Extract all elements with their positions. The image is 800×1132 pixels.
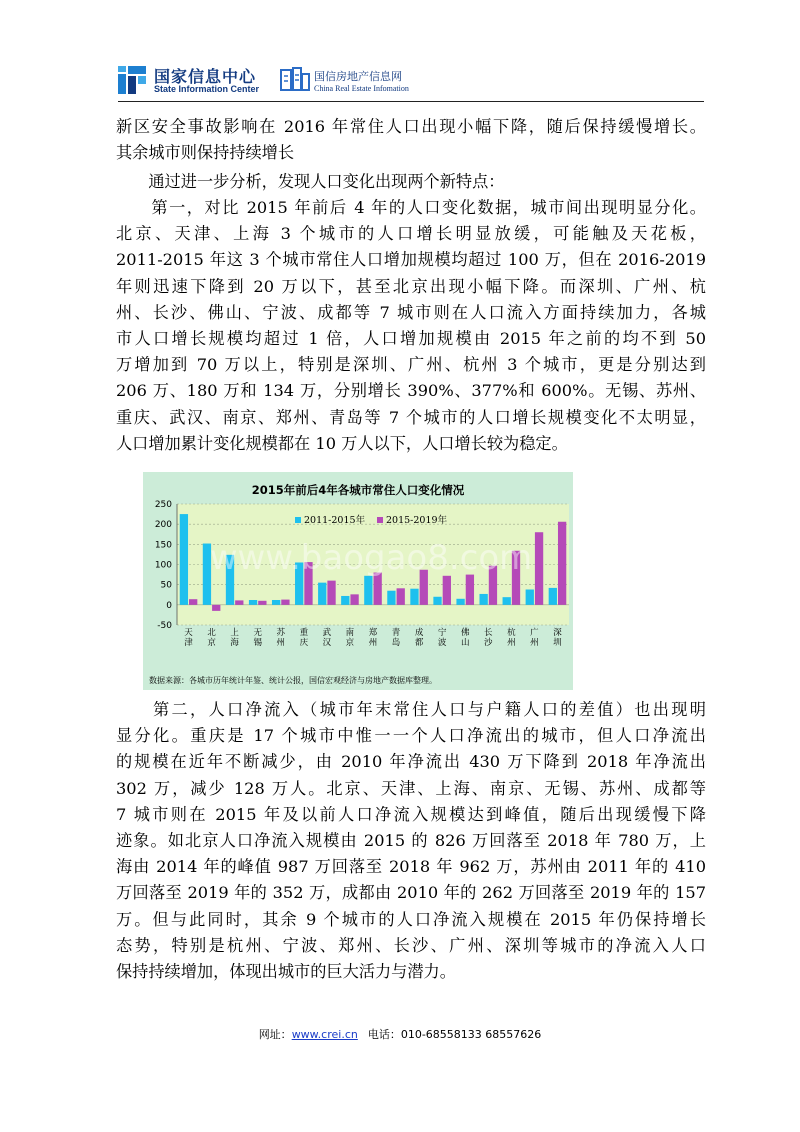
org2-name-en: China Real Estate Infomation (314, 84, 409, 93)
text-line: 的规模在近年不断减少，由 2010 年净流出 430 万下降到 2018 年净流出 (116, 752, 706, 772)
bar (410, 589, 418, 605)
x-tick-label: 重庆 (299, 628, 309, 648)
china-real-estate-logo (280, 66, 310, 94)
y-tick-label: 50 (160, 580, 172, 591)
paragraph-1 (116, 114, 706, 166)
bar (258, 601, 266, 605)
x-tick-label: 苏州 (276, 628, 286, 648)
chart-source-note: 数据来源：各城市历年统计年鉴、统计公报，国信宏观经济与房地产数据库整理。 (149, 676, 437, 685)
text-line: 第二，人口净流入（城市年末常住人口与户籍人口的差值）也出现明 (116, 700, 706, 719)
text-line: 州、长沙、佛山、宁波、成都等 7 城市则在人口流入方面持续加力，各城 (116, 302, 706, 322)
bar (327, 581, 335, 605)
text-line: 保持持续增加，体现出城市的巨大活力与潜力。 (116, 962, 456, 982)
x-tick-label: 深圳 (553, 628, 562, 648)
bar (235, 600, 243, 604)
text-line: 万增加到 70 万以上，特别是深圳、广州、杭州 3 个城市，更是分别达到 (116, 355, 706, 375)
x-tick-label: 佛山 (460, 628, 470, 648)
y-tick-label: 150 (154, 540, 172, 551)
org1-name-en: State Information Center (154, 84, 260, 94)
org1-name-cn: 国家信息中心 (154, 67, 257, 86)
bar (387, 591, 395, 605)
bar (180, 514, 188, 605)
x-tick-label: 南京 (345, 628, 355, 648)
watermark: www.baogao8.com (209, 538, 533, 578)
bar (272, 600, 280, 605)
text-line: 海由 2014 年的峰值 987 万回落至 2018 年 962 万，苏州由 2011 年的 410 (116, 857, 706, 877)
header-rule (118, 101, 704, 102)
legend-label: 2011-2015年 (304, 515, 366, 526)
text-line: 态势，特别是杭州、宁波、郑州、长沙、广州、深圳等城市的净流入人口 (116, 935, 706, 955)
org2-name-cn: 国信房地产信息网 (314, 70, 402, 83)
text-line: 通过进一步分析，发现人口变化出现两个新特点： (116, 172, 505, 191)
bar (212, 605, 220, 611)
bar (189, 599, 197, 605)
footer-phone: 电话：010-68558133 68557626 (367, 1028, 542, 1041)
bar (341, 596, 349, 605)
text-line: 新区安全事故影响在 2016 年常住人口出现小幅下降，随后保持缓慢增长。 (116, 117, 706, 136)
page-footer (0, 1026, 800, 1042)
bar (503, 597, 511, 605)
state-information-center-logo (118, 66, 146, 94)
bar (249, 600, 257, 605)
text-line: 第一，对比 2015 年前后 4 年的人口变化数据，城市间出现明显分化。 (116, 198, 706, 217)
paragraph-4 (116, 697, 706, 985)
paragraph-3 (116, 195, 706, 457)
x-tick-label: 宁波 (437, 628, 447, 648)
bar (549, 588, 557, 605)
text-line: 市人口增长规模均超过 1 倍，人口增加规模由 2015 年之前的均不到 50 (116, 329, 706, 349)
y-tick-label: -50 (157, 621, 172, 631)
bar (350, 594, 358, 604)
y-tick-label: 250 (154, 500, 172, 510)
y-tick-label: 0 (166, 600, 172, 611)
bar (364, 576, 372, 605)
text-line: 显分化。重庆是 17 个城市中惟一一个人口净流出的城市，但人口净流出 (116, 726, 706, 746)
population-change-chart (143, 472, 573, 690)
bar (318, 583, 326, 605)
text-line: 人口增加累计变化规模都在 10 万人以下，人口增长较为稳定。 (116, 433, 568, 453)
text-line: 年则迅速下降到 20 万以下，甚至北京出现小幅下降。而深圳、广州、杭 (116, 276, 706, 296)
legend-label: 2015-2019年 (386, 515, 448, 526)
y-tick-label: 100 (154, 560, 172, 571)
text-line: 2011-2015 年这 3 个城市常住人口增加规模均超过 100 万，但在 2016-2019 (116, 250, 706, 270)
bar (479, 594, 487, 605)
text-line: 重庆、武汉、南京、郑州、青岛等 7 个城市的人口增长规模变化不太明显， (116, 407, 706, 427)
x-tick-label: 北京 (207, 628, 216, 648)
bar (456, 599, 464, 605)
text-line: 302 万，减少 128 万人。北京、天津、上海、南京、无锡、苏州、成都等 (116, 778, 706, 798)
x-tick-label: 成都 (414, 628, 424, 648)
bar (535, 532, 543, 605)
bar (466, 575, 474, 605)
x-tick-label: 武汉 (322, 628, 332, 648)
legend-swatch (377, 517, 383, 523)
legend-swatch (295, 517, 301, 523)
bar (526, 590, 534, 605)
footer-url-label: 网址： (258, 1028, 292, 1041)
footer-url-link[interactable]: www.crei.cn (291, 1028, 358, 1041)
text-line: 206 万、180 万和 134 万，分别增长 390%、377%和 600%。无锡、苏州、 (116, 381, 706, 401)
text-line: 万。但与此同时，其余 9 个城市的人口净流入规模在 2015 年仍保持增长 (116, 909, 706, 929)
x-tick-label: 天津 (184, 628, 193, 648)
paragraph-2 (116, 169, 706, 195)
bar (433, 597, 441, 605)
x-tick-label: 无锡 (253, 628, 262, 648)
text-line: 其余城市则保持持续增长 (116, 143, 295, 163)
x-tick-label: 广州 (530, 628, 539, 648)
bar (281, 600, 289, 605)
y-tick-label: 200 (154, 520, 172, 531)
text-line: 万回落至 2019 年的 352 万，成都由 2010 年的 262 万回落至 2019 年的 157 (116, 883, 706, 903)
text-line: 迹象。如北京人口净流入规模由 2015 的 826 万回落至 2018 年 780 万，上 (116, 831, 706, 851)
x-tick-label: 郑州 (368, 628, 378, 648)
bar (558, 522, 566, 605)
page-header (118, 62, 704, 104)
chart-title: 2015年前后4年各城市常住人口变化情况 (251, 483, 465, 497)
x-tick-label: 青岛 (391, 628, 401, 648)
text-line: 北京、天津、上海 3 个城市的人口增长明显放缓，可能触及天花板， (116, 224, 706, 244)
text-line: 7 城市则在 2015 年及以前人口净流入规模达到峰值，随后出现缓慢下降 (116, 804, 706, 824)
bar (443, 576, 451, 605)
x-tick-label: 杭州 (507, 628, 516, 648)
x-tick-label: 长沙 (484, 628, 493, 648)
bar (397, 588, 405, 605)
x-tick-label: 上海 (230, 628, 239, 648)
